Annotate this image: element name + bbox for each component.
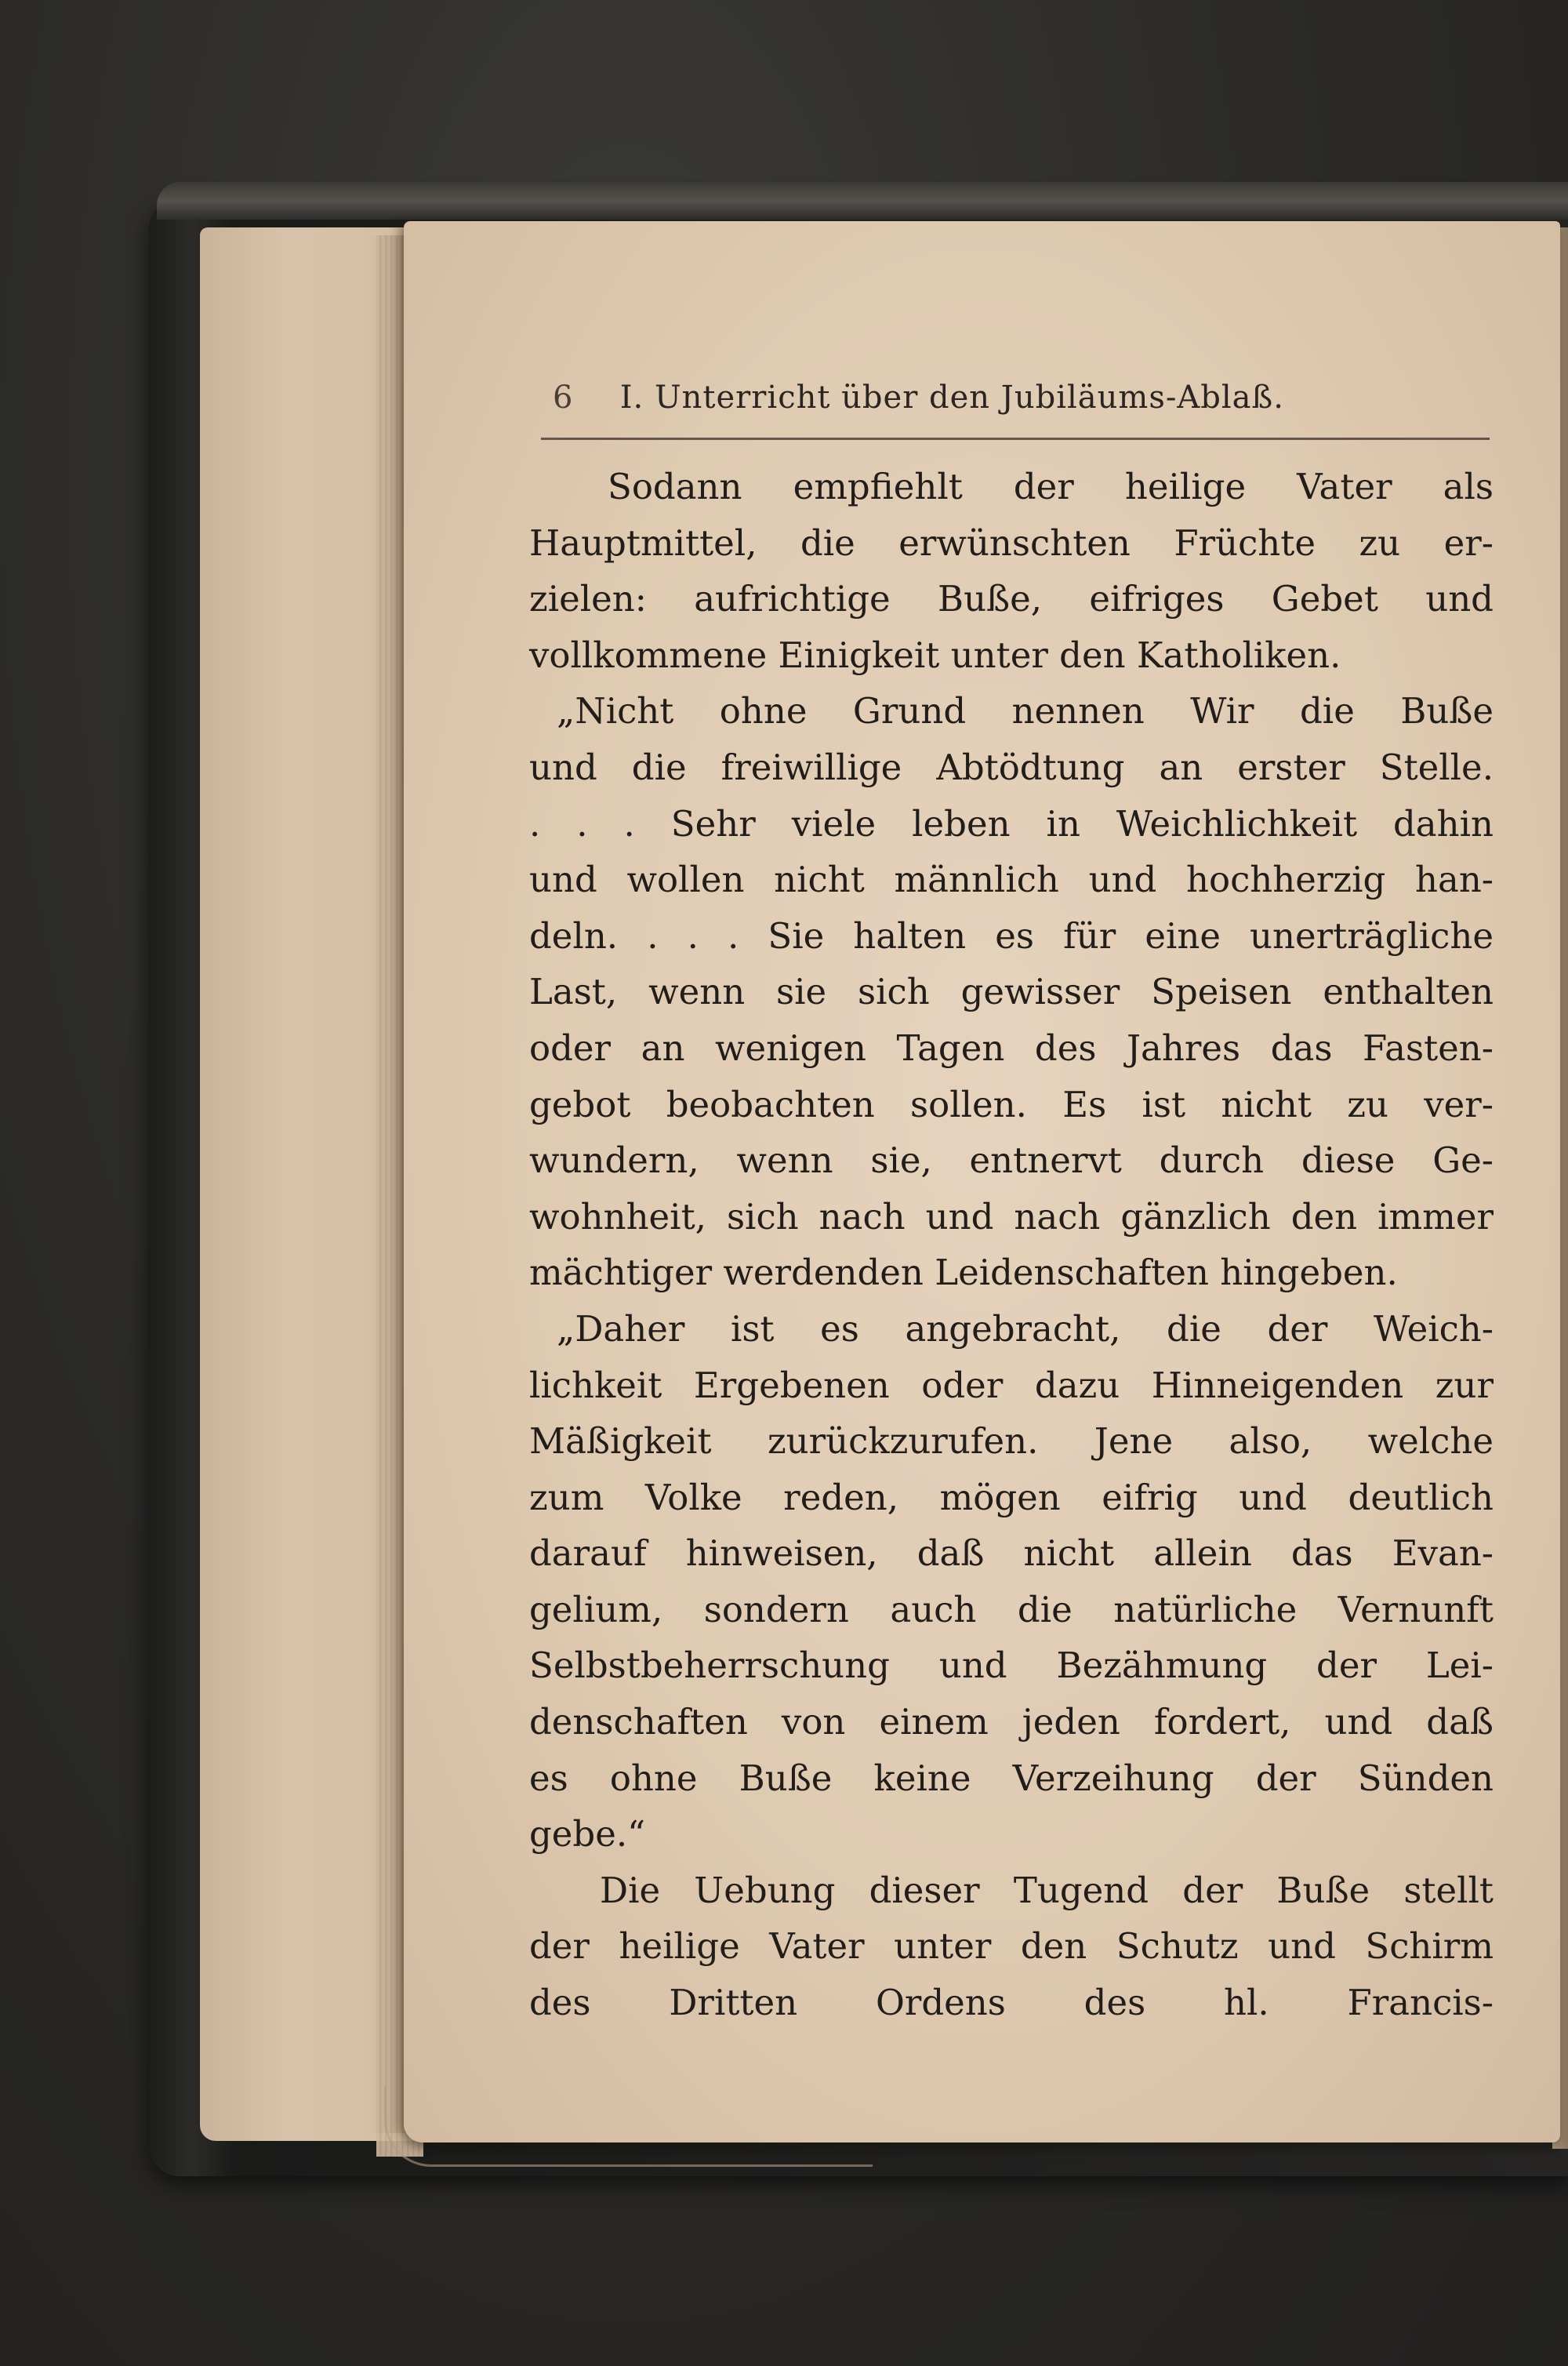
running-header [553, 380, 1494, 416]
text-line: es ohne Buße keine Verzeihung der Sünden [529, 1757, 1494, 1799]
text-line: Hauptmittel, die erwünschten Früchte zu er- [529, 522, 1494, 564]
text-line: deln. . . . Sie halten es für eine unerträgliche [529, 914, 1494, 957]
text-line: der heilige Vater unter den Schutz und Schirm [529, 1925, 1494, 1968]
page-number: 6 [553, 380, 574, 416]
text-line: Selbstbeherrschung und Bezähmung der Lei- [529, 1645, 1494, 1687]
page-fold [384, 2086, 873, 2167]
text-line: Mäßigkeit zurückzurufen. Jene also, welche [529, 1420, 1494, 1463]
text-line: und die freiwillige Abtödtung an erster Stelle. [529, 746, 1494, 788]
running-title: I. Unterricht über den Jubiläums-Ablaß. [619, 380, 1284, 416]
text-line: Die Uebung dieser Tugend der Buße stellt [600, 1869, 1494, 1911]
text-line: . . . Sehr viele leben in Weichlichkeit dahin [529, 802, 1494, 845]
text-line: „Nicht ohne Grund nennen Wir die Buße [557, 690, 1494, 732]
text-line: vollkommene Einigkeit unter den Katholiken. [529, 634, 1341, 676]
body-text [529, 459, 1494, 2031]
text-line: wundern, wenn sie, entnervt durch diese Ge- [529, 1139, 1494, 1182]
text-line: zum Volke reden, mögen eifrig und deutlich [529, 1476, 1494, 1518]
text-line: oder an wenigen Tagen des Jahres das Fasten- [529, 1027, 1494, 1069]
text-line: gebot beobachten sollen. Es ist nicht zu ver- [529, 1083, 1494, 1125]
text-line: wohnheit, sich nach und nach gänzlich den immer [529, 1195, 1494, 1238]
text-line: Sodann empfiehlt der heilige Vater als [608, 466, 1494, 507]
text-line: des Dritten Ordens des hl. Francis- [529, 1982, 1494, 2024]
text-line: zielen: aufrichtige Buße, eifriges Gebet und [529, 578, 1494, 620]
text-line: lichkeit Ergebenen oder dazu Hinneigenden zur [529, 1364, 1494, 1406]
text-line: „Daher ist es angebracht, die der Weich- [557, 1307, 1494, 1350]
text-line: und wollen nicht männlich und hochherzig han- [529, 859, 1494, 901]
text-line: mächtiger werdenden Leidenschaften hingeben. [529, 1252, 1398, 1294]
text-line: gelium, sondern auch die natürliche Vernunft [529, 1588, 1494, 1630]
book-cover-top-edge [157, 182, 1568, 220]
header-rule [541, 438, 1490, 440]
text-line: gebe.“ [529, 1813, 646, 1855]
text-line: darauf hinweisen, daß nicht allein das Evan- [529, 1532, 1494, 1575]
text-line: Last, wenn sie sich gewisser Speisen enthalten [529, 971, 1494, 1013]
text-line: denschaften von einem jeden fordert, und daß [529, 1701, 1494, 1743]
